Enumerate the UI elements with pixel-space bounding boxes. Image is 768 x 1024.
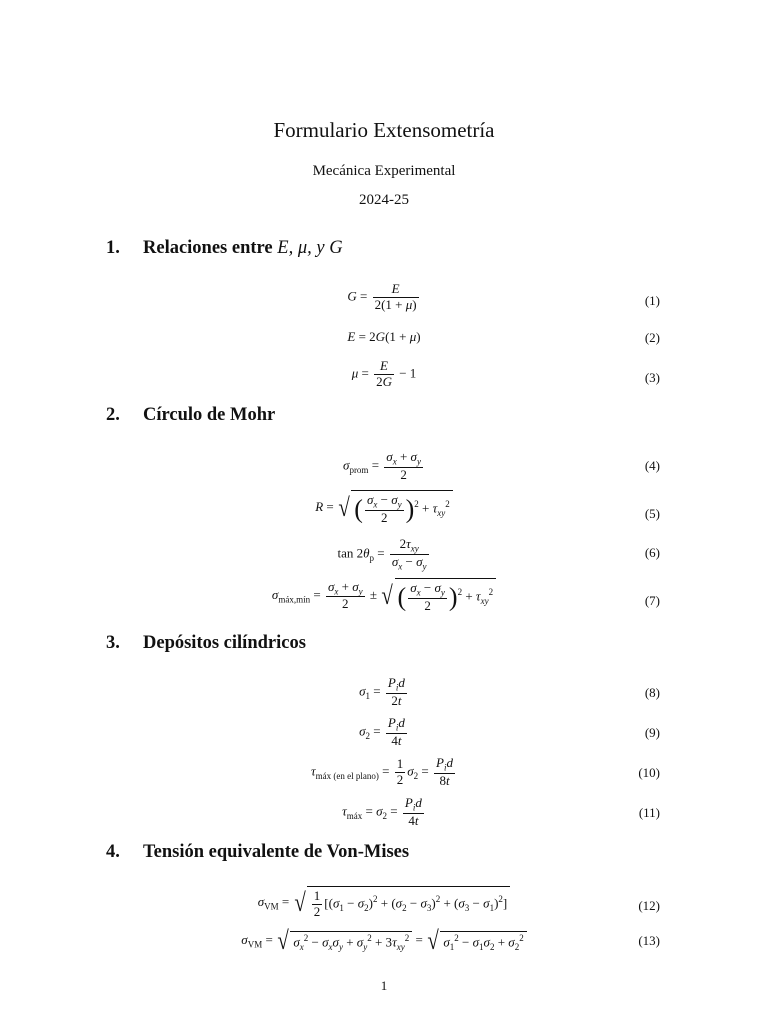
equation-10: $\tau_{máx (en el plano)}$ = $\frac{1}{2}$ $\sigma_2$ = $\frac{P_id}{8t}$ <box>311 755 453 788</box>
equation-4: $\sigma_{prom}$ = $\frac{\sigma_x + \sigma_y}{2}$ <box>343 449 421 482</box>
section-heading-2 <box>106 405 275 426</box>
equation-6: $\tan 2\theta_p$ = $\frac{2\tau_{xy}}{\sigma_x - \sigma_y}$ <box>337 536 427 572</box>
equation-number: (11) <box>638 805 660 820</box>
section-heading-3 <box>106 633 306 654</box>
document-title: Formulario Extensometría <box>273 118 495 142</box>
equation-number: (5) <box>644 506 660 521</box>
equation-number: (8) <box>644 685 660 700</box>
equation-2: E = 2G(1 + μ) <box>347 329 421 344</box>
equation-8: $\sigma_1$ = $\frac{P_id}{2t}$ <box>359 675 405 708</box>
section-title: Círculo de Mohr <box>143 405 276 425</box>
equation-12: $\sigma_{VM}$ = √ $\frac{1}{2}$ $[(\sigma_1 - \sigma_2)^2 + (\sigma_2 - \sigma_3)^2 + (\sigma_3 - \sigma_1)^2]$ <box>0 886 768 920</box>
equation-number: (2) <box>644 330 660 345</box>
equation-number: (13) <box>638 933 660 948</box>
document-year: 2024-25 <box>359 192 409 208</box>
section-number: 4. <box>106 842 120 862</box>
section-heading-4 <box>106 842 409 863</box>
section-number: 1. <box>106 238 120 258</box>
equation-1: G = $\frac{E}{2(1 + \mu)}$ <box>347 281 417 312</box>
section-number: 3. <box>106 633 120 653</box>
equation-number: (10) <box>638 765 660 780</box>
page-number: 1 <box>380 978 388 993</box>
document-subtitle: Mecánica Experimental <box>312 163 456 179</box>
equation-13: $\sigma_{VM}$ = √ $\sigma_x^2 - \sigma_x\sigma_y + \sigma_y^2 + 3\tau_{xy}^2$ = √ $\sigma_1^2 - \sigma_1\sigma_2 + \sigma_2^2$ <box>0 928 768 954</box>
equation-3: μ = $\frac{E}{2G}$ − 1 <box>351 358 417 389</box>
equation-11: $\tau_{máx} = \sigma_2$ = $\frac{P_id}{4t}$ <box>342 795 422 828</box>
section-heading-1 <box>106 238 343 259</box>
section-title: Depósitos cilíndricos <box>143 633 306 653</box>
section-title: Tensión equivalente de Von-Mises <box>143 842 410 862</box>
equation-9: $\sigma_2$ = $\frac{P_id}{4t}$ <box>359 715 405 748</box>
section-title: Relaciones entre <box>143 238 273 258</box>
equation-5: R = √ ( $\frac{\sigma_x - \sigma_y}{2}$ )$^2 + \tau_{xy}^2$ <box>0 490 768 526</box>
equation-number: (12) <box>638 898 660 913</box>
equation-number: (4) <box>644 458 660 473</box>
equation-number: (6) <box>644 545 660 560</box>
equation-7: $\sigma_{máx,mín}$ = $\frac{\sigma_x + \sigma_y}{2}$ ± √ ( $\frac{\sigma_x - \sigma_y}{2}$ )$^2 + \tau_{xy}^2$ <box>0 578 768 614</box>
equation-number: (1) <box>644 293 660 308</box>
equation-number: (9) <box>644 725 660 740</box>
equation-number: (3) <box>644 370 660 385</box>
section-number: 2. <box>106 405 120 425</box>
section-title-vars: E, μ, y G <box>277 238 343 258</box>
equation-number: (7) <box>644 593 660 608</box>
